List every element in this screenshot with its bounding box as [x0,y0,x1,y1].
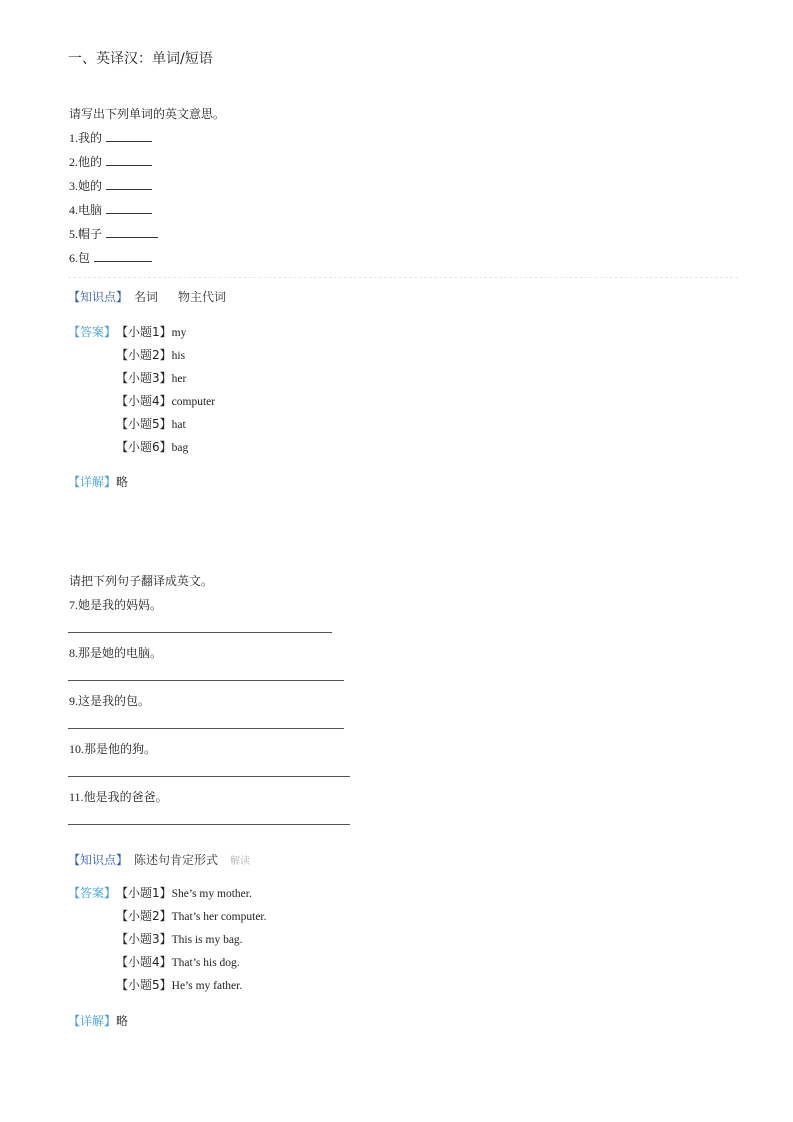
question-6: 6.包 [69,249,152,266]
question-7: 7.她是我的妈妈。 [69,598,163,612]
answer-item: 【小题5】He’s my father. [116,978,243,992]
knowledge-tag[interactable]: 名词 [134,290,159,304]
answer-label: 【答案】 [68,886,117,900]
answer-line[interactable] [68,632,332,633]
interpret-link[interactable]: 解读 [230,856,251,867]
knowledge-label: 【知识点】 [68,853,129,867]
detail: 【详解】略 [68,475,129,489]
answer-line[interactable] [68,824,350,825]
answer-line[interactable] [68,776,350,777]
answer-item: 【小题3】her [116,371,187,385]
question-4: 4.电脑 [69,201,152,218]
answer-item: 【小题2】That’s her computer. [116,909,267,923]
detail: 【详解】略 [68,1014,129,1028]
answer-blank[interactable] [106,226,158,238]
answer-blank[interactable] [106,154,152,166]
knowledge-tag[interactable]: 物主代词 [178,290,227,304]
answer-item: 【小题6】bag [116,440,189,454]
answer-blank[interactable] [106,202,152,214]
answer-blank[interactable] [106,178,152,190]
answer-item: 【小题4】computer [116,394,216,408]
part2-instruction: 请把下列句子翻译成英文。 [69,574,214,588]
answer-blank[interactable] [94,250,152,262]
section-title: 一、英译汉：单词/短语 [68,51,213,67]
answer-item: 【小题1】my [116,325,187,339]
answer-label: 【答案】 [68,325,117,339]
question-1: 1.我的 [69,129,152,146]
knowledge-tag[interactable]: 陈述句肯定形式 [134,853,219,867]
part1-instruction: 请写出下列单词的英文意思。 [69,107,226,121]
answer-item: 【小题4】That’s his dog. [116,955,240,969]
answer-line[interactable] [68,680,344,681]
answer-blank[interactable] [106,130,152,142]
answer-item: 【小题5】hat [116,417,186,431]
knowledge-points [68,851,250,868]
divider [68,277,738,278]
answer-item: 【小题1】She’s my mother. [116,886,252,900]
answer-item: 【小题2】his [116,348,186,362]
question-10: 10.那是他的狗。 [69,742,157,756]
question-5: 5.帽子 [69,225,158,242]
question-3: 3.她的 [69,177,152,194]
question-11: 11.他是我的爸爸。 [69,790,168,804]
answer-line[interactable] [68,728,344,729]
answer-item: 【小题3】This is my bag. [116,932,243,946]
question-2: 2.他的 [69,153,152,170]
question-8: 8.那是她的电脑。 [69,646,163,660]
knowledge-points [68,288,226,305]
question-9: 9.这是我的包。 [69,694,151,708]
knowledge-label: 【知识点】 [68,290,129,304]
